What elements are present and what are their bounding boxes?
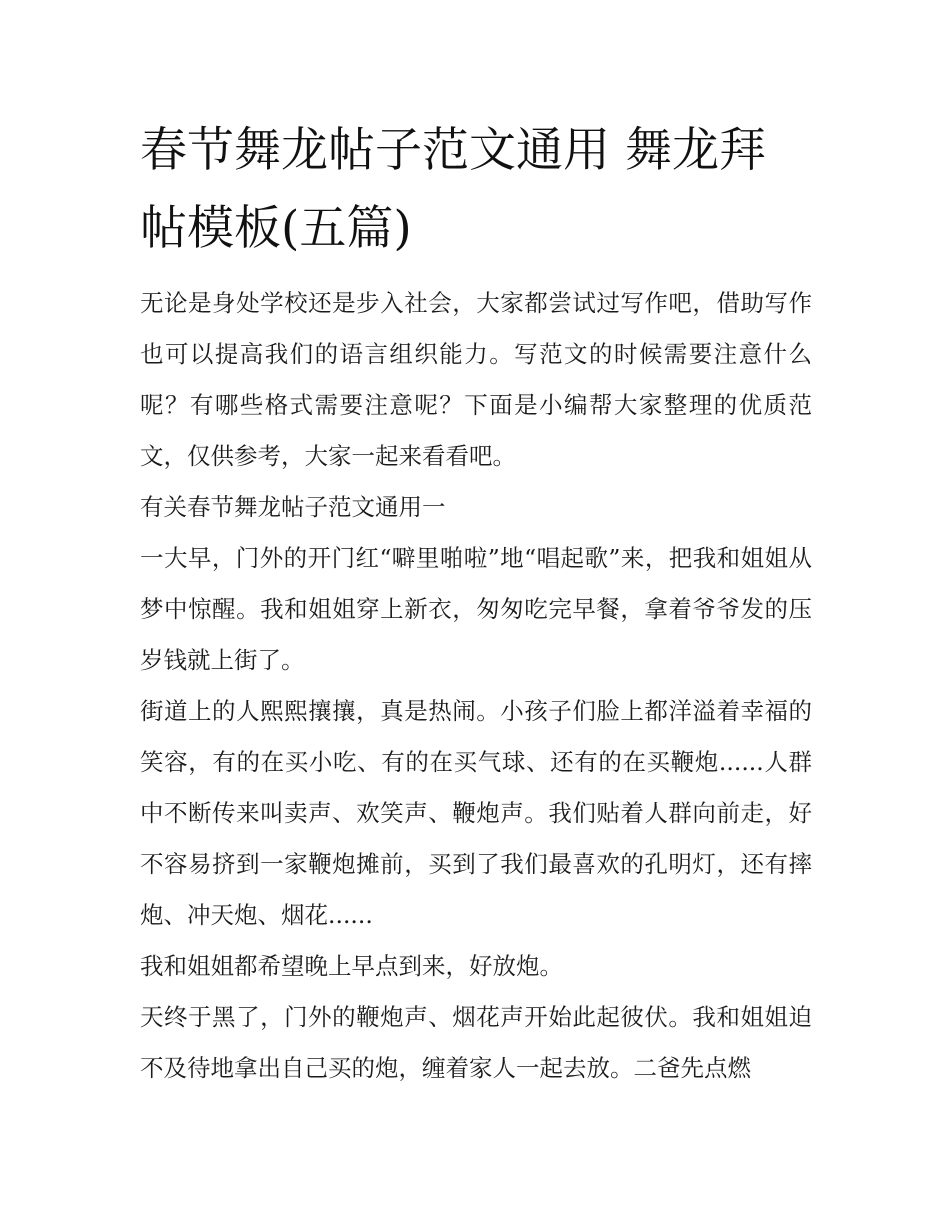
intro-paragraph: 无论是身处学校还是步入社会，大家都尝试过写作吧，借助写作也可以提高我们的语言组织能力。写范文的时候需要注意什么呢？有哪些格式需要注意呢？下面是小编帮大家整理的优质范文，仅供参考，大家一起来看看吧。 [140,289,812,470]
body-paragraph: 街道上的人熙熙攘攘，真是热闹。小孩子们脸上都洋溢着幸福的笑容，有的在买小吃、有的在买气球、还有的在买鞭炮......人群中不断传来叫卖声、欢笑声、鞭炮声。我们贴着人群向前走，好不容易挤到一家鞭炮摊前，买到了我们最喜欢的孔明灯，还有摔炮、冲天炮、烟花...... [140,697,812,929]
section-heading: 有关春节舞龙帖子范文通用一 [140,493,446,521]
body-paragraph: 天终于黑了，门外的鞭炮声、烟花声开始此起彼伏。我和姐姐迫不及待地拿出自己买的炮，缠着家人一起去放。二爸先点燃 [140,1003,812,1082]
document-title: 春节舞龙帖子范文通用 舞龙拜帖模板(五篇) [140,123,766,256]
body-paragraph: 一大早，门外的开门红“噼里啪啦”地“唱起歌”来，把我和姐姐从梦中惊醒。我和姐姐穿上新衣，匆匆吃完早餐，拿着爷爷发的压岁钱就上街了。 [140,544,812,674]
document-page [140,112,812,1094]
body-paragraph: 我和姐姐都希望晚上早点到来，好放炮。 [140,952,563,980]
document-body [140,278,812,1094]
